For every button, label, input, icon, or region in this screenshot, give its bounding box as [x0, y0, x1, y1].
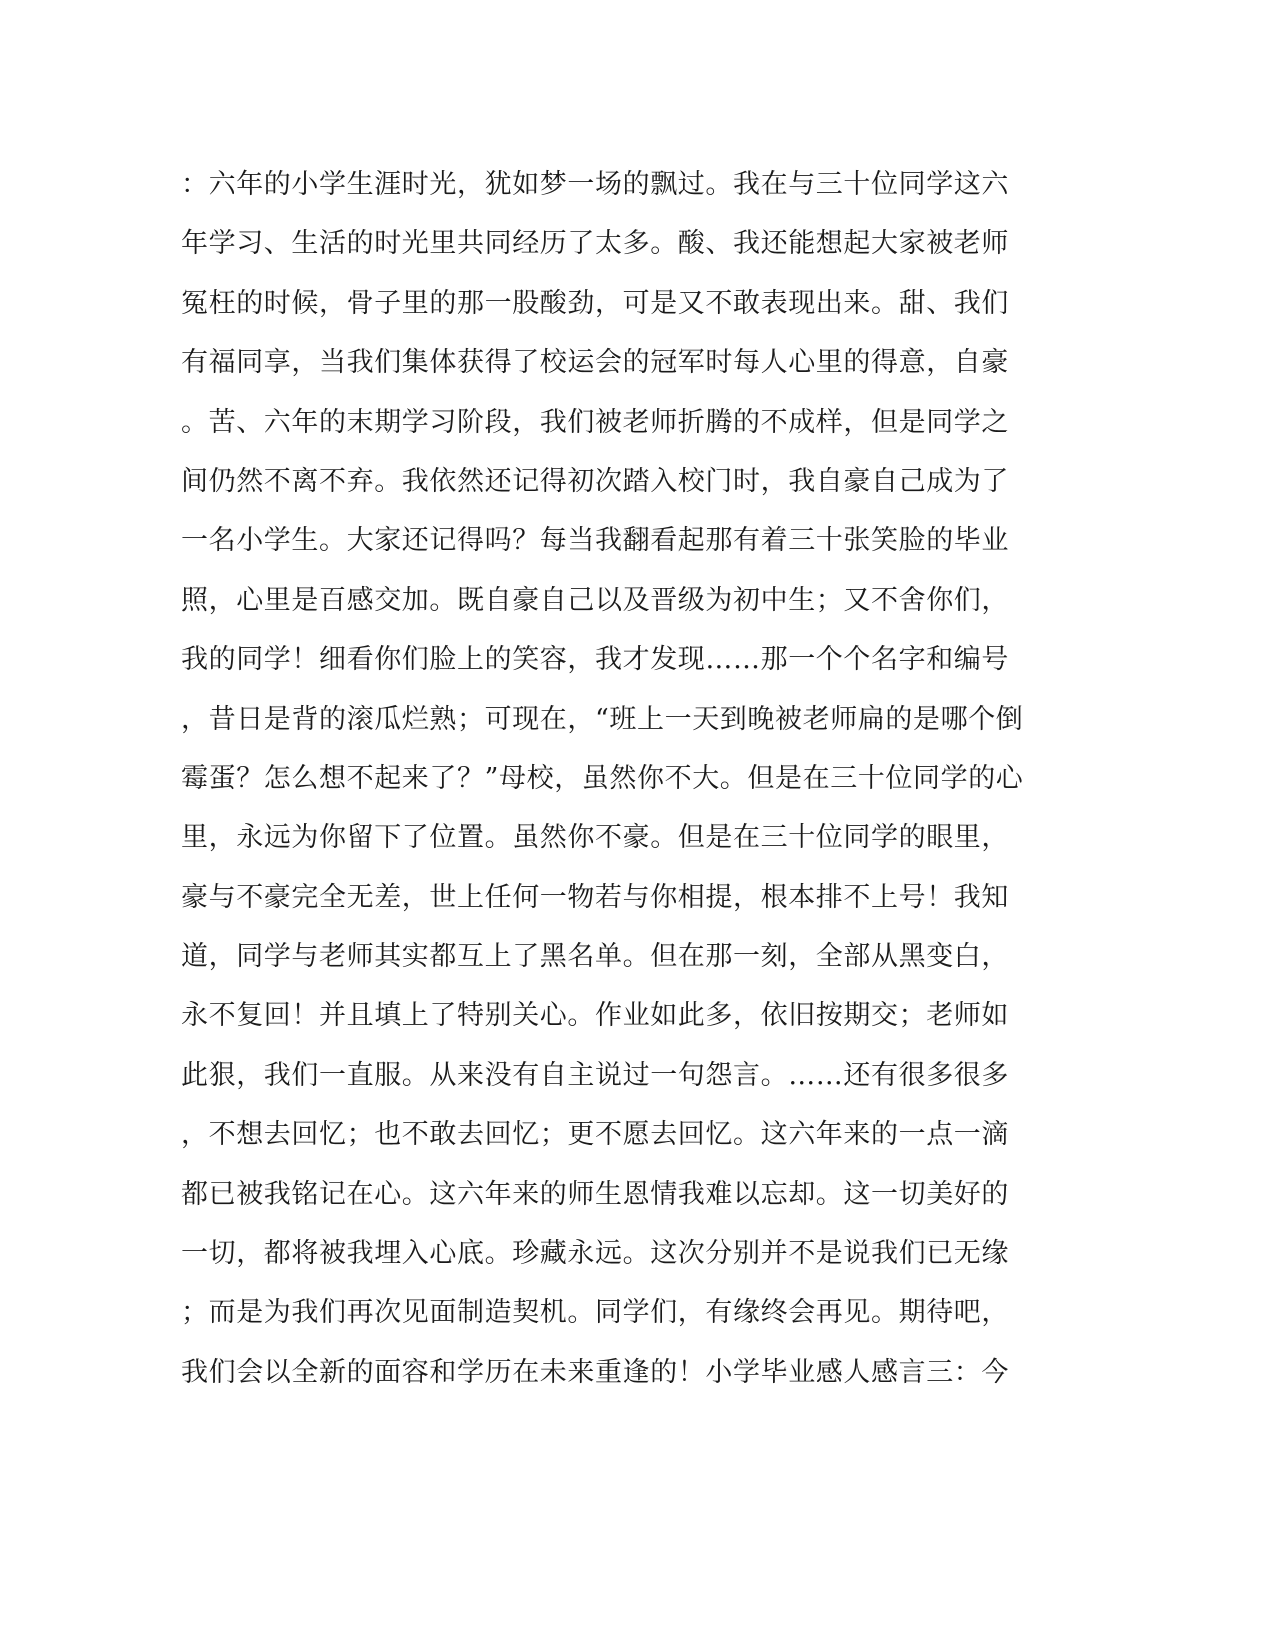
- text-line: 一切，都将被我埋入心底。珍藏永远。这次分别并不是说我们已无缘: [181, 1238, 1009, 1270]
- text-line: 我的同学！细看你们脸上的笑容，我才发现……那一个个名字和编号: [181, 644, 1009, 676]
- text-line: 豪与不豪完全无差，世上任何一物若与你相提，根本排不上号！我知: [181, 881, 1009, 913]
- text-line: 间仍然不离不弃。我依然还记得初次踏入校门时，我自豪自己成为了: [181, 465, 1009, 497]
- text-line: ，昔日是背的滚瓜烂熟；可现在，“班上一天到晚被老师扁的是哪个倒: [181, 703, 1024, 735]
- text-line: 冤枉的时候，骨子里的那一股酸劲，可是又不敢表现出来。甜、我们: [181, 287, 1009, 319]
- text-line: ：六年的小学生涯时光，犹如梦一场的飘过。我在与三十位同学这六: [181, 169, 1009, 200]
- text-line: 此狠，我们一直服。从来没有自主说过一句怨言。……还有很多很多: [181, 1059, 1009, 1091]
- text-line: 照，心里是百感交加。既自豪自己以及晋级为初中生；又不舍你们，: [181, 584, 1009, 616]
- text-line: 一名小学生。大家还记得吗？每当我翻看起那有着三十张笑脸的毕业: [181, 525, 1009, 557]
- text-line: 有福同享，当我们集体获得了校运会的冠军时每人心里的得意，自豪: [181, 347, 1009, 379]
- text-line: ；而是为我们再次见面制造契机。同学们，有缘终会再见。期待吧，: [181, 1297, 1009, 1329]
- text-line: 霉蛋？怎么想不起来了？”母校，虽然你不大。但是在三十位同学的心: [181, 762, 1024, 794]
- text-line: 我们会以全新的面容和学历在未来重逢的！小学毕业感人感言三：今: [181, 1356, 1009, 1388]
- text-line: ，不想去回忆；也不敢去回忆；更不愿去回忆。这六年来的一点一滴: [181, 1119, 1009, 1151]
- text-line: 。苦、六年的末期学习阶段，我们被老师折腾的不成样，但是同学之: [181, 406, 1009, 438]
- text-line: 都已被我铭记在心。这六年来的师生恩情我难以忘却。这一切美好的: [181, 1178, 1009, 1210]
- text-line: 道，同学与老师其实都互上了黑名单。但在那一刻，全部从黑变白，: [181, 941, 1009, 973]
- body-text: [181, 155, 1041, 1402]
- text-line: 里，永远为你留下了位置。虽然你不豪。但是在三十位同学的眼里，: [181, 822, 1009, 854]
- text-line: 永不复回！并且填上了特别关心。作业如此多，依旧按期交；老师如: [181, 1000, 1009, 1032]
- text-line: 年学习、生活的时光里共同经历了太多。酸、我还能想起大家被老师: [181, 228, 1009, 260]
